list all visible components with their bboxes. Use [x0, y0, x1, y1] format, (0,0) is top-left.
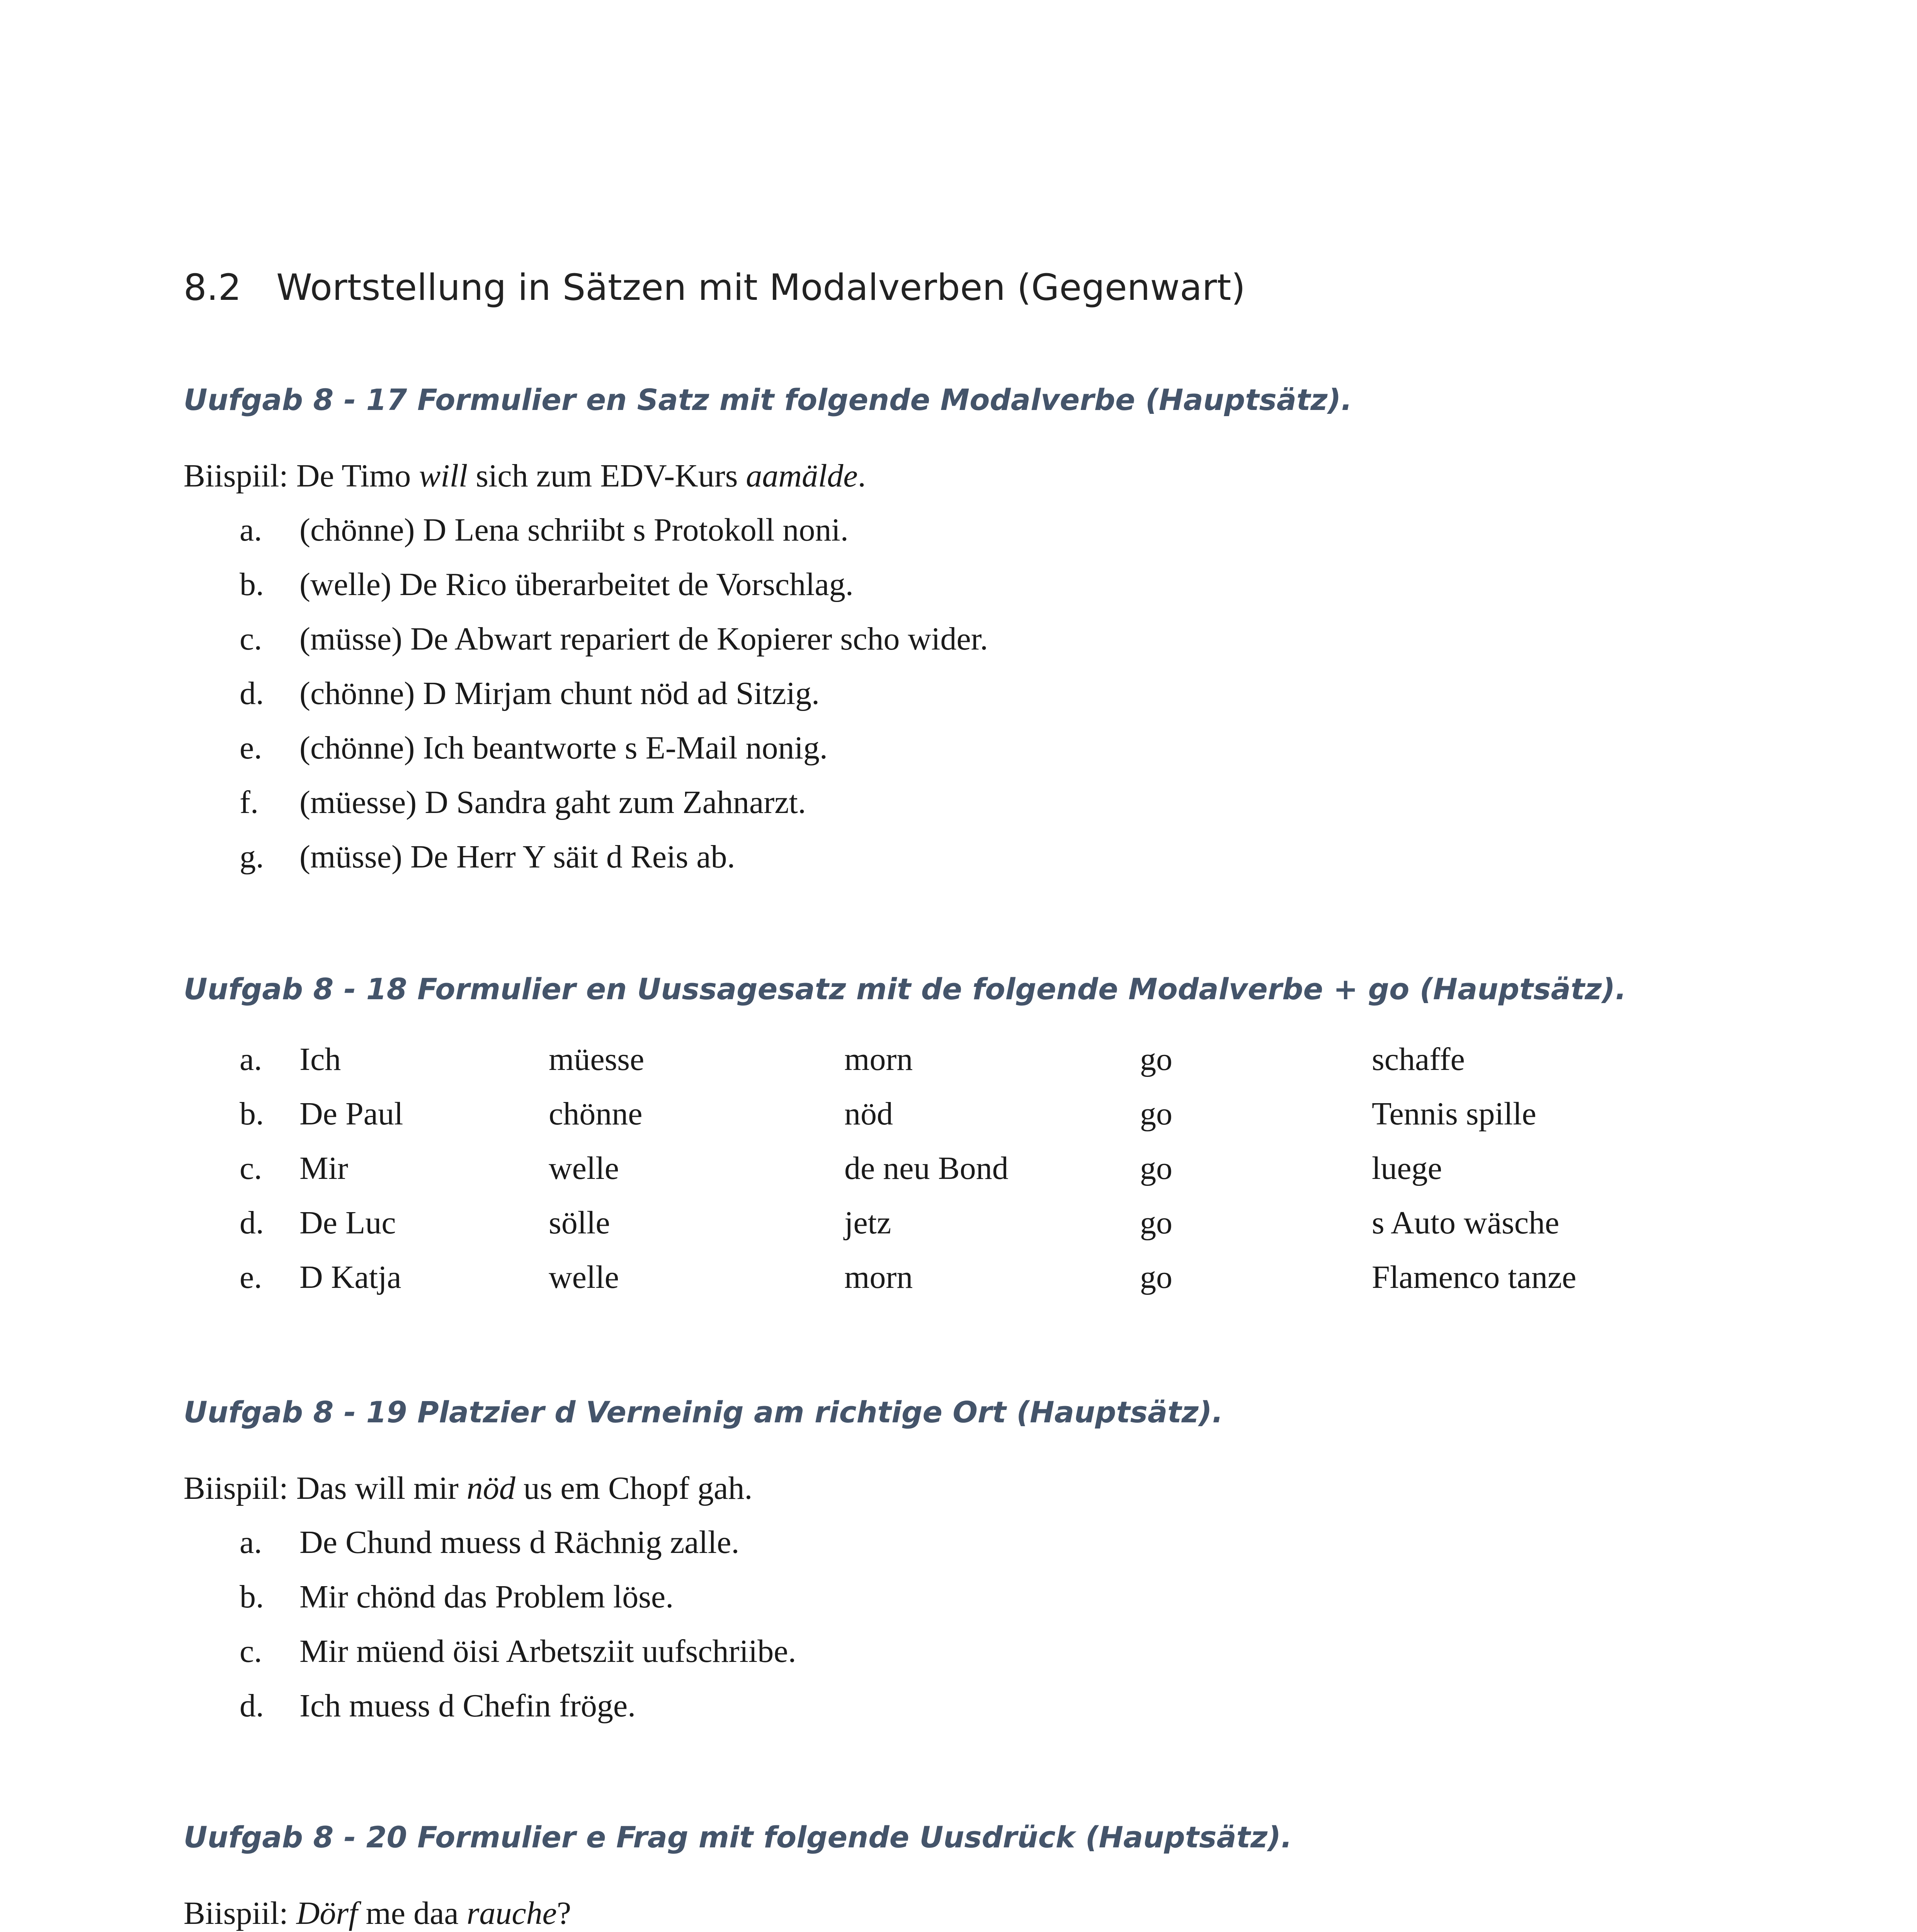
- table-row-letter: c.: [240, 1150, 262, 1186]
- section-number: 8.2: [184, 267, 242, 309]
- example-label: Biispiil:: [184, 1470, 288, 1506]
- table-row-letter: a.: [240, 1041, 262, 1077]
- example-italic: will: [419, 458, 468, 494]
- list-item-letter: d.: [240, 675, 264, 711]
- table-cell: chönne: [549, 1096, 643, 1132]
- table-cell: schaffe: [1372, 1041, 1465, 1077]
- list-item-text: (chönne) Ich beantworte s E-Mail nonig.: [299, 730, 828, 766]
- list-item-letter: c.: [240, 1633, 262, 1669]
- table-cell: Flamenco tanze: [1372, 1259, 1577, 1295]
- example-8-20: [184, 1897, 571, 1930]
- table-cell: go: [1140, 1041, 1172, 1077]
- table-row-letter: d.: [240, 1205, 264, 1241]
- example-text: me daa: [357, 1895, 467, 1931]
- list-item-text: Mir chönd das Problem löse.: [299, 1579, 674, 1615]
- section-title-text: Wortstellung in Sätzen mit Modalverben (Gegenwart): [276, 267, 1245, 309]
- list-item-text: Ich muess d Chefin fröge.: [299, 1688, 636, 1724]
- table-cell: sölle: [549, 1205, 610, 1241]
- list-item-letter: b.: [240, 1579, 264, 1615]
- example-8-19: [184, 1472, 752, 1505]
- table-cell: go: [1140, 1259, 1172, 1295]
- example-text: ?: [556, 1895, 572, 1931]
- table-cell: Mir: [299, 1150, 348, 1186]
- list-item-letter: f.: [240, 784, 259, 820]
- table-cell: go: [1140, 1150, 1172, 1186]
- example-italic: nöd: [466, 1470, 515, 1506]
- task-heading-8-20: Uufgab 8 - 20 Formulier e Frag mit folgende Uusdrück (Hauptsätz).: [184, 1820, 1292, 1854]
- table-cell: go: [1140, 1205, 1172, 1241]
- list-item-text: (müsse) De Abwart repariert de Kopierer scho wider.: [299, 621, 988, 657]
- list-item-text: (müesse) D Sandra gaht zum Zahnarzt.: [299, 784, 806, 820]
- table-cell: jetz: [844, 1205, 891, 1241]
- table-cell: morn: [844, 1041, 913, 1077]
- list-item-text: De Chund muess d Rächnig zalle.: [299, 1524, 740, 1560]
- example-8-17: [184, 460, 866, 492]
- table-cell: De Paul: [299, 1096, 403, 1132]
- table-cell: De Luc: [299, 1205, 396, 1241]
- section-title: [184, 267, 1245, 309]
- table-row-letter: b.: [240, 1096, 264, 1132]
- example-text: .: [857, 458, 866, 494]
- table-cell: müesse: [549, 1041, 645, 1077]
- example-italic: Dörf: [296, 1895, 358, 1931]
- example-italic: aamälde: [746, 458, 858, 494]
- example-label: Biispiil:: [184, 458, 288, 494]
- list-item-letter: c.: [240, 621, 262, 657]
- table-cell: de neu Bond: [844, 1150, 1009, 1186]
- table-cell: welle: [549, 1150, 619, 1186]
- example-text: De Timo: [288, 458, 419, 494]
- example-italic: rauche: [466, 1895, 557, 1931]
- list-item-text: Mir müend öisi Arbetsziit uufschriibe.: [299, 1633, 796, 1669]
- task-heading-8-17: Uufgab 8 - 17 Formulier en Satz mit folgende Modalverbe (Hauptsätz).: [184, 383, 1352, 417]
- list-item-letter: e.: [240, 730, 262, 766]
- table-row-letter: e.: [240, 1259, 262, 1295]
- list-item-text: (welle) De Rico überarbeitet de Vorschlag.: [299, 566, 854, 602]
- task-heading-8-18: Uufgab 8 - 18 Formulier en Uussagesatz mit de folgende Modalverbe + go (Hauptsätz).: [184, 972, 1626, 1006]
- table-cell: nöd: [844, 1096, 893, 1132]
- list-item-letter: d.: [240, 1688, 264, 1724]
- table-cell: s Auto wäsche: [1372, 1205, 1560, 1241]
- list-item-letter: a.: [240, 1524, 262, 1560]
- list-item-text: (chönne) D Lena schriibt s Protokoll noni.: [299, 512, 849, 548]
- table-cell: welle: [549, 1259, 619, 1295]
- table-cell: Ich: [299, 1041, 341, 1077]
- example-text: us em Chopf gah.: [515, 1470, 753, 1506]
- table-cell: morn: [844, 1259, 913, 1295]
- example-label: Biispiil:: [184, 1895, 288, 1931]
- list-item-text: (chönne) D Mirjam chunt nöd ad Sitzig.: [299, 675, 820, 711]
- list-item-text: (müsse) De Herr Y säit d Reis ab.: [299, 839, 735, 875]
- task-heading-8-19: Uufgab 8 - 19 Platzier d Verneinig am richtige Ort (Hauptsätz).: [184, 1395, 1223, 1429]
- table-cell: Tennis spille: [1372, 1096, 1536, 1132]
- list-item-letter: g.: [240, 839, 264, 875]
- table-cell: luege: [1372, 1150, 1442, 1186]
- table-cell: go: [1140, 1096, 1172, 1132]
- table-cell: D Katja: [299, 1259, 401, 1295]
- list-item-letter: b.: [240, 566, 264, 602]
- list-item-letter: a.: [240, 512, 262, 548]
- example-text: sich zum EDV-Kurs: [468, 458, 746, 494]
- example-text: Das will mir: [288, 1470, 467, 1506]
